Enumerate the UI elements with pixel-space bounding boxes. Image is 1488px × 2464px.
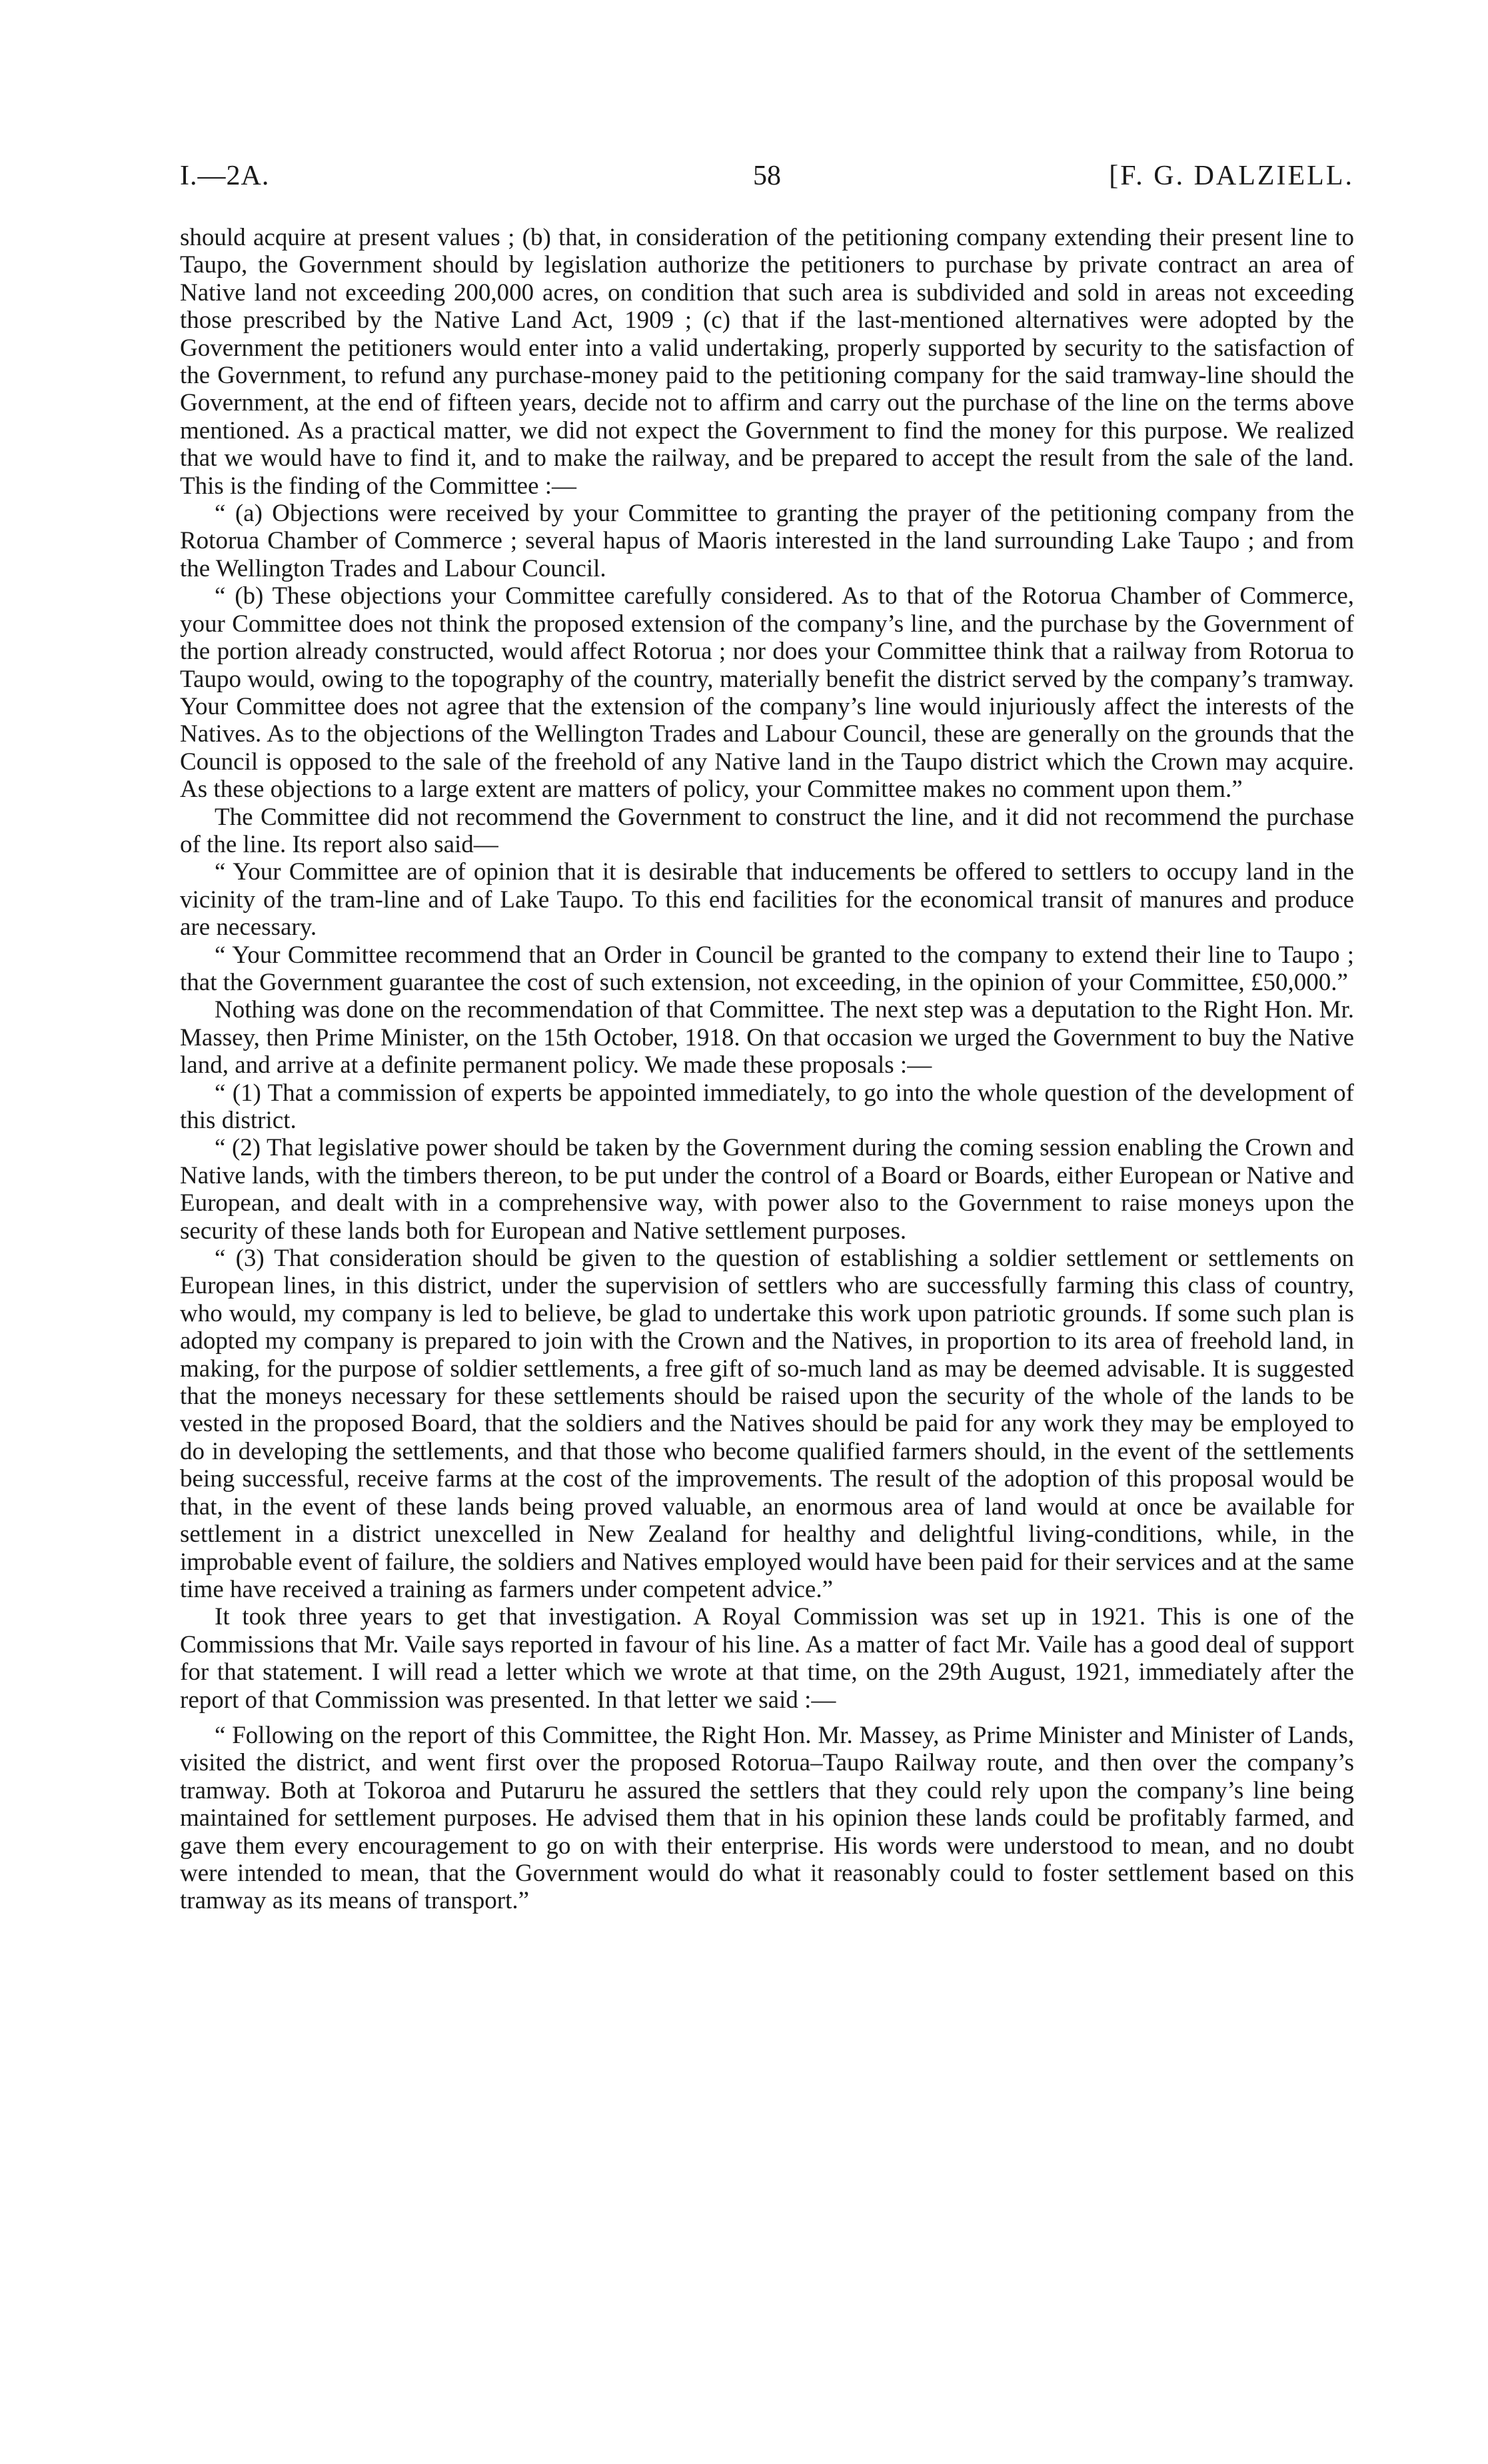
paper-reference: I.—2A.	[180, 161, 270, 191]
paragraph: “ (b) These objections your Committee carefully considered. As to that of the Rotorua Chamber of Commerce, your Committee does not think the proposed extension of the company’s line, and the purchase by the Government of the portion already constructed, would affect Rotorua ; nor does your Committee think that a railway from Rotorua to Taupo would, owing to the topography of the country, materially benefit the district served by the company’s tramway. Your Committee does not agree that the extension of the company’s line would injuriously affect the interests of the Natives. As to the objections of the Wellington Trades and Labour Council, these are generally on the grounds that the Council is opposed to the sale of the freehold of any Native land in the Taupo district which the Crown may acquire. As these objections to a large extent are matters of policy, your Committee makes no comment upon them.”	[180, 582, 1354, 804]
paragraph: “ (a) Objections were received by your Committee to granting the prayer of the petitioning company from the Rotorua Chamber of Commerce ; several hapus of Maoris interested in the land surrounding Lake Taupo ; and from the Wellington Trades and Labour Council.	[180, 500, 1354, 582]
speaker-name: [F. G. DALZIELL.	[1109, 161, 1354, 191]
paragraph: “ (1) That a commission of experts be appointed immediately, to go into the whole question of the development of this district.	[180, 1079, 1354, 1134]
paragraph: “ (3) That consideration should be given to the question of establishing a soldier settlement or settlements on European lines, in this district, under the supervision of settlers who are successfully farming this class of country, who would, my company is led to believe, be glad to undertake this work upon patriotic grounds. If some such plan is adopted my company is prepared to join with the Crown and the Natives, in proportion to its area of freehold land, in making, for the purpose of soldier settlements, a free gift of so-much land as may be deemed advisable. It is suggested that the moneys necessary for these settlements should be raised upon the security of the whole of the lands to be vested in the proposed Board, that the soldiers and the Natives should be paid for any work they may be employed to do in developing the settlements, and that those who become qualified farmers should, in the event of the settlements being successful, receive farms at the cost of the improvements. The result of the adoption of this proposal would be that, in the event of these lands being proved valuable, an enormous area of land would at once be available for settlement in a district unexcelled in New Zealand for healthy and delightful living-conditions, while, in the improbable event of failure, the soldiers and Natives employed would have been paid for their services and at the same time have received a training as farmers under competent advice.”	[180, 1245, 1354, 1603]
page-header	[180, 160, 1354, 200]
paragraph: should acquire at present values ; (b) that, in consideration of the petitioning company extending their present line to Taupo, the Government should by legislation authorize the petitioners to purchase by private contract an area of Native land not exceeding 200,000 acres, on condition that such area is subdivided and sold in areas not exceeding those prescribed by the Native Land Act, 1909 ; (c) that if the last-mentioned alternatives were adopted by the Government the petitioners would enter into a valid undertaking, properly supported by security to the satisfaction of the Government, to refund any purchase-money paid to the petitioning company for the said tramway-line should the Government, at the end of fifteen years, decide not to affirm and carry out the purchase of the line on the terms above mentioned. As a practical matter, we did not expect the Government to find the money for this purpose. We realized that we would have to find it, and to make the railway, and be prepared to accept the result from the sale of the land. This is the finding of the Committee :—	[180, 224, 1354, 500]
paragraph: “ Following on the report of this Committee, the Right Hon. Mr. Massey, as Prime Minister and Minister of Lands, visited the district, and went first over the proposed Rotorua–Taupo Railway route, and then over the company’s tramway. Both at Tokoroa and Putaruru he assured the settlers that they could rely upon the company’s line being maintained for settlement purposes. He advised them that in his opinion these lands could be profitably farmed, and gave them every encouragement to go on with their enterprise. His words were understood to mean, and no doubt were intended to mean, that the Government would do what it reasonably could to foster settlement based on this tramway as its means of transport.”	[180, 1721, 1354, 1915]
body-text	[180, 224, 1354, 1915]
paragraph: “ Your Committee recommend that an Order in Council be granted to the company to extend their line to Taupo ; that the Government guarantee the cost of such extension, not exceeding, in the opinion of your Committee, £50,000.”	[180, 941, 1354, 996]
paragraph: It took three years to get that investigation. A Royal Commission was set up in 1921. This is one of the Commissions that Mr. Vaile says reported in favour of his line. As a matter of fact Mr. Vaile has a good deal of support for that statement. I will read a letter which we wrote at that time, on the 29th August, 1921, immediately after the report of that Commission was presented. In that letter we said :—	[180, 1603, 1354, 1714]
paragraph: “ (2) That legislative power should be taken by the Government during the coming session enabling the Crown and Native lands, with the timbers thereon, to be put under the control of a Board or Boards, either European or Native and European, and dealt with in a comprehensive way, with power also to the Government to raise moneys upon the security of these lands both for European and Native settlement purposes.	[180, 1134, 1354, 1245]
paragraph: The Committee did not recommend the Government to construct the line, and it did not recommend the purchase of the line. Its report also said—	[180, 803, 1354, 858]
paragraph: “ Your Committee are of opinion that it is desirable that inducements be offered to settlers to occupy land in the vicinity of the tram-line and of Lake Taupo. To this end facilities for the economical transit of manures and produce are necessary.	[180, 858, 1354, 941]
page-number: 58	[753, 161, 781, 191]
paragraph: Nothing was done on the recommendation of that Committee. The next step was a deputation to the Right Hon. Mr. Massey, then Prime Minister, on the 15th October, 1918. On that occasion we urged the Government to buy the Native land, and arrive at a definite permanent policy. We made these proposals :—	[180, 996, 1354, 1079]
